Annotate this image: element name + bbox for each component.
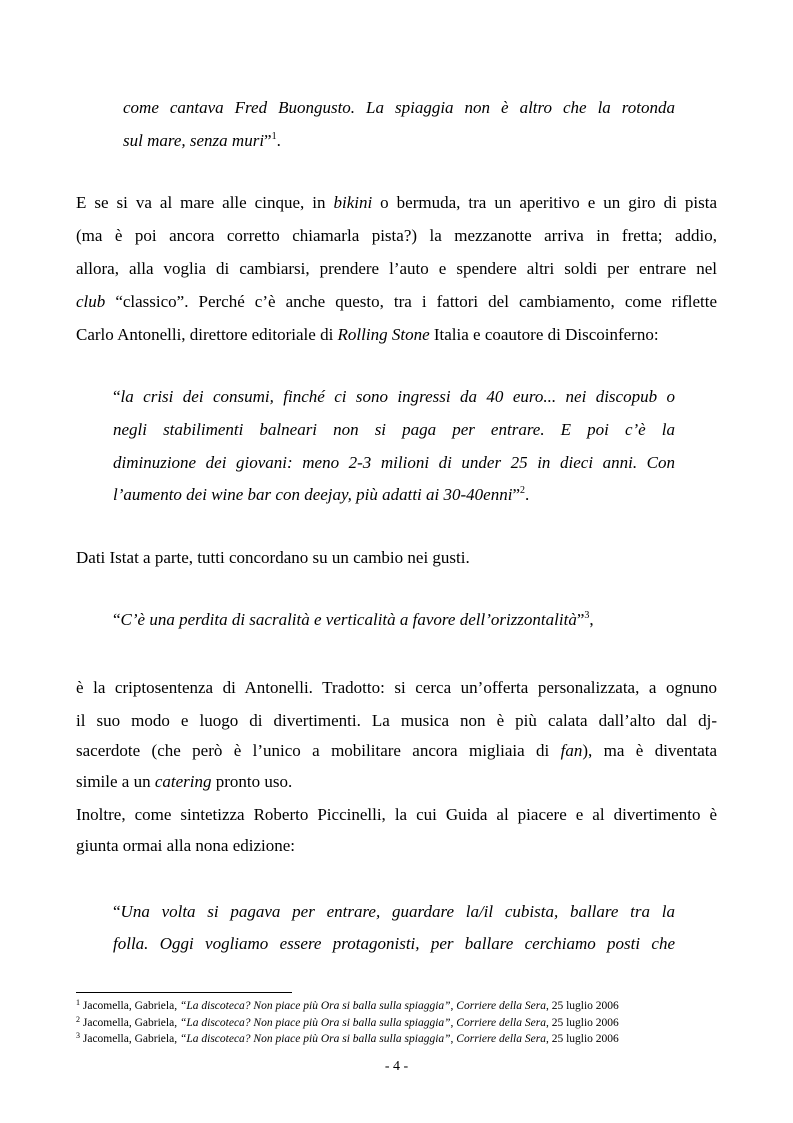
footnote-sep: , [450,1000,457,1012]
para4-line2: giunta ormai alla nona edizione: [76,836,296,855]
quote4-open-quote: “ [113,902,121,921]
para1-emph-bikini: bikini [333,193,373,212]
para1-line5 [76,326,659,343]
para3-line2: il suo modo e luogo di divertimenti. La musica non è più calata dall’alto dal dj- [76,711,717,730]
para3-line1: è la criptosentenza di Antonelli. Tradotto: si cerca un’offerta personalizzata, a ognuno [76,678,717,697]
footnote-title: “La discoteca? Non piace più Ora si balla sulla spiaggia” [179,1000,451,1012]
para3-emph-fan: fan [560,741,583,760]
footnote-source: Corriere della Sera [456,1017,546,1029]
quote1-line1: come cantava Fred Buongusto. La spiaggia non è altro che la rotonda [123,98,675,117]
quote2-line3: diminuzione dei giovani: meno 2-3 milioni di under 25 in dieci anni. Con [113,453,675,472]
footnote-ref-1[interactable]: 1 [271,131,277,142]
para1-line1 [76,194,717,211]
quote2-open-quote: “ [113,387,121,406]
para1-text: E se si va al mare alle cinque, in [76,193,334,212]
para3-text: pronto uso. [211,772,293,791]
quote2-line1 [113,388,675,405]
footnote-number: 3 [76,1031,80,1040]
footnote-number: 1 [76,998,80,1007]
para3-line3 [76,742,717,759]
para1-line4 [76,293,717,310]
quote3-text: C’è una perdita di sacralità e verticalità a favore dell’orizzontalità [120,610,577,629]
para3-line4 [76,773,292,790]
quote3-open-quote: “ [113,610,121,629]
quote3-close-quote: ” [576,610,585,629]
quote3-line1 [113,611,594,628]
footnote-author: Jacomella, Gabriela, [80,1017,180,1029]
footnote-date: , 25 luglio 2006 [545,1000,619,1012]
para1-line3: allora, alla voglia di cambiarsi, prendere l’auto e spendere altri soldi per entrare nel [76,259,717,278]
quote4-text: Una volta si pagava per entrare, guardare la/il cubista, ballare tra la [120,902,675,921]
footnote-source: Corriere della Sera [456,1000,546,1012]
quote1-period: . [276,131,281,150]
footnote-author: Jacomella, Gabriela, [80,1033,180,1045]
footnote-1 [76,998,619,1013]
footnote-title: “La discoteca? Non piace più Ora si balla sulla spiaggia” [179,1017,451,1029]
footnote-source: Corriere della Sera [456,1033,546,1045]
quote2-text: l’aumento dei wine bar con deejay, più adatti ai 30-40enni [113,485,513,504]
quote2-close-quote: ” [512,485,520,504]
footnote-title: “La discoteca? Non piace più Ora si balla sulla spiaggia” [179,1033,451,1045]
footnote-author: Jacomella, Gabriela, [80,1000,180,1012]
quote2-period: . [524,485,530,504]
quote4-line2: folla. Oggi vogliamo essere protagonisti, per ballare cerchiamo posti che [113,934,675,953]
footnote-date: , 25 luglio 2006 [545,1033,619,1045]
para1-text: “classico”. Perché c’è anche questo, tra i fattori del cambiamento, come riflette [105,292,717,311]
para1-emph-rolling-stone: Rolling Stone [337,325,430,344]
quote2-line4 [113,486,529,503]
footnote-ref-3[interactable]: 3 [584,610,590,621]
para3-emph-catering: catering [154,772,212,791]
quote3-comma: , [589,610,594,629]
para3-text: simile a un [76,772,155,791]
para3-text: ), ma è diventata [582,741,718,760]
quote4-line1 [113,903,675,920]
footnote-sep: , [450,1033,457,1045]
quote1-close-quote: ” [264,131,272,150]
para1-text: o bermuda, tra un aperitivo e un giro di pista [372,193,717,212]
para1-emph-club: club [76,292,106,311]
para1-text: Italia e coautore di Discoinferno: [429,325,659,344]
para4-line1: Inoltre, come sintetizza Roberto Piccinelli, la cui Guida al piacere e al divertimento è [76,805,717,824]
quote2-text: la crisi dei consumi, finché ci sono ingressi da 40 euro... nei discopub o [120,387,675,406]
footnote-separator [76,992,292,993]
footnote-ref-2[interactable]: 2 [519,485,525,496]
footnote-date: , 25 luglio 2006 [545,1017,619,1029]
footnote-number: 2 [76,1015,80,1024]
footnote-2 [76,1015,619,1030]
quote2-line2: negli stabilimenti balneari non si paga per entrare. E poi c’è la [113,420,675,439]
para2-line1: Dati Istat a parte, tutti concordano su un cambio nei gusti. [76,548,470,567]
para1-text: Carlo Antonelli, direttore editoriale di [76,325,338,344]
quote1-line2 [123,132,281,149]
quote1-text: sul mare, senza muri [123,131,265,150]
footnote-sep: , [450,1017,457,1029]
page-number: - 4 - [384,1059,409,1074]
footnote-3 [76,1031,619,1046]
para3-text: sacerdote (che però è l’unico a mobilitare ancora migliaia di [76,741,561,760]
para1-line2: (ma è poi ancora corretto chiamarla pista?) la mezzanotte arriva in fretta; addio, [76,226,717,245]
